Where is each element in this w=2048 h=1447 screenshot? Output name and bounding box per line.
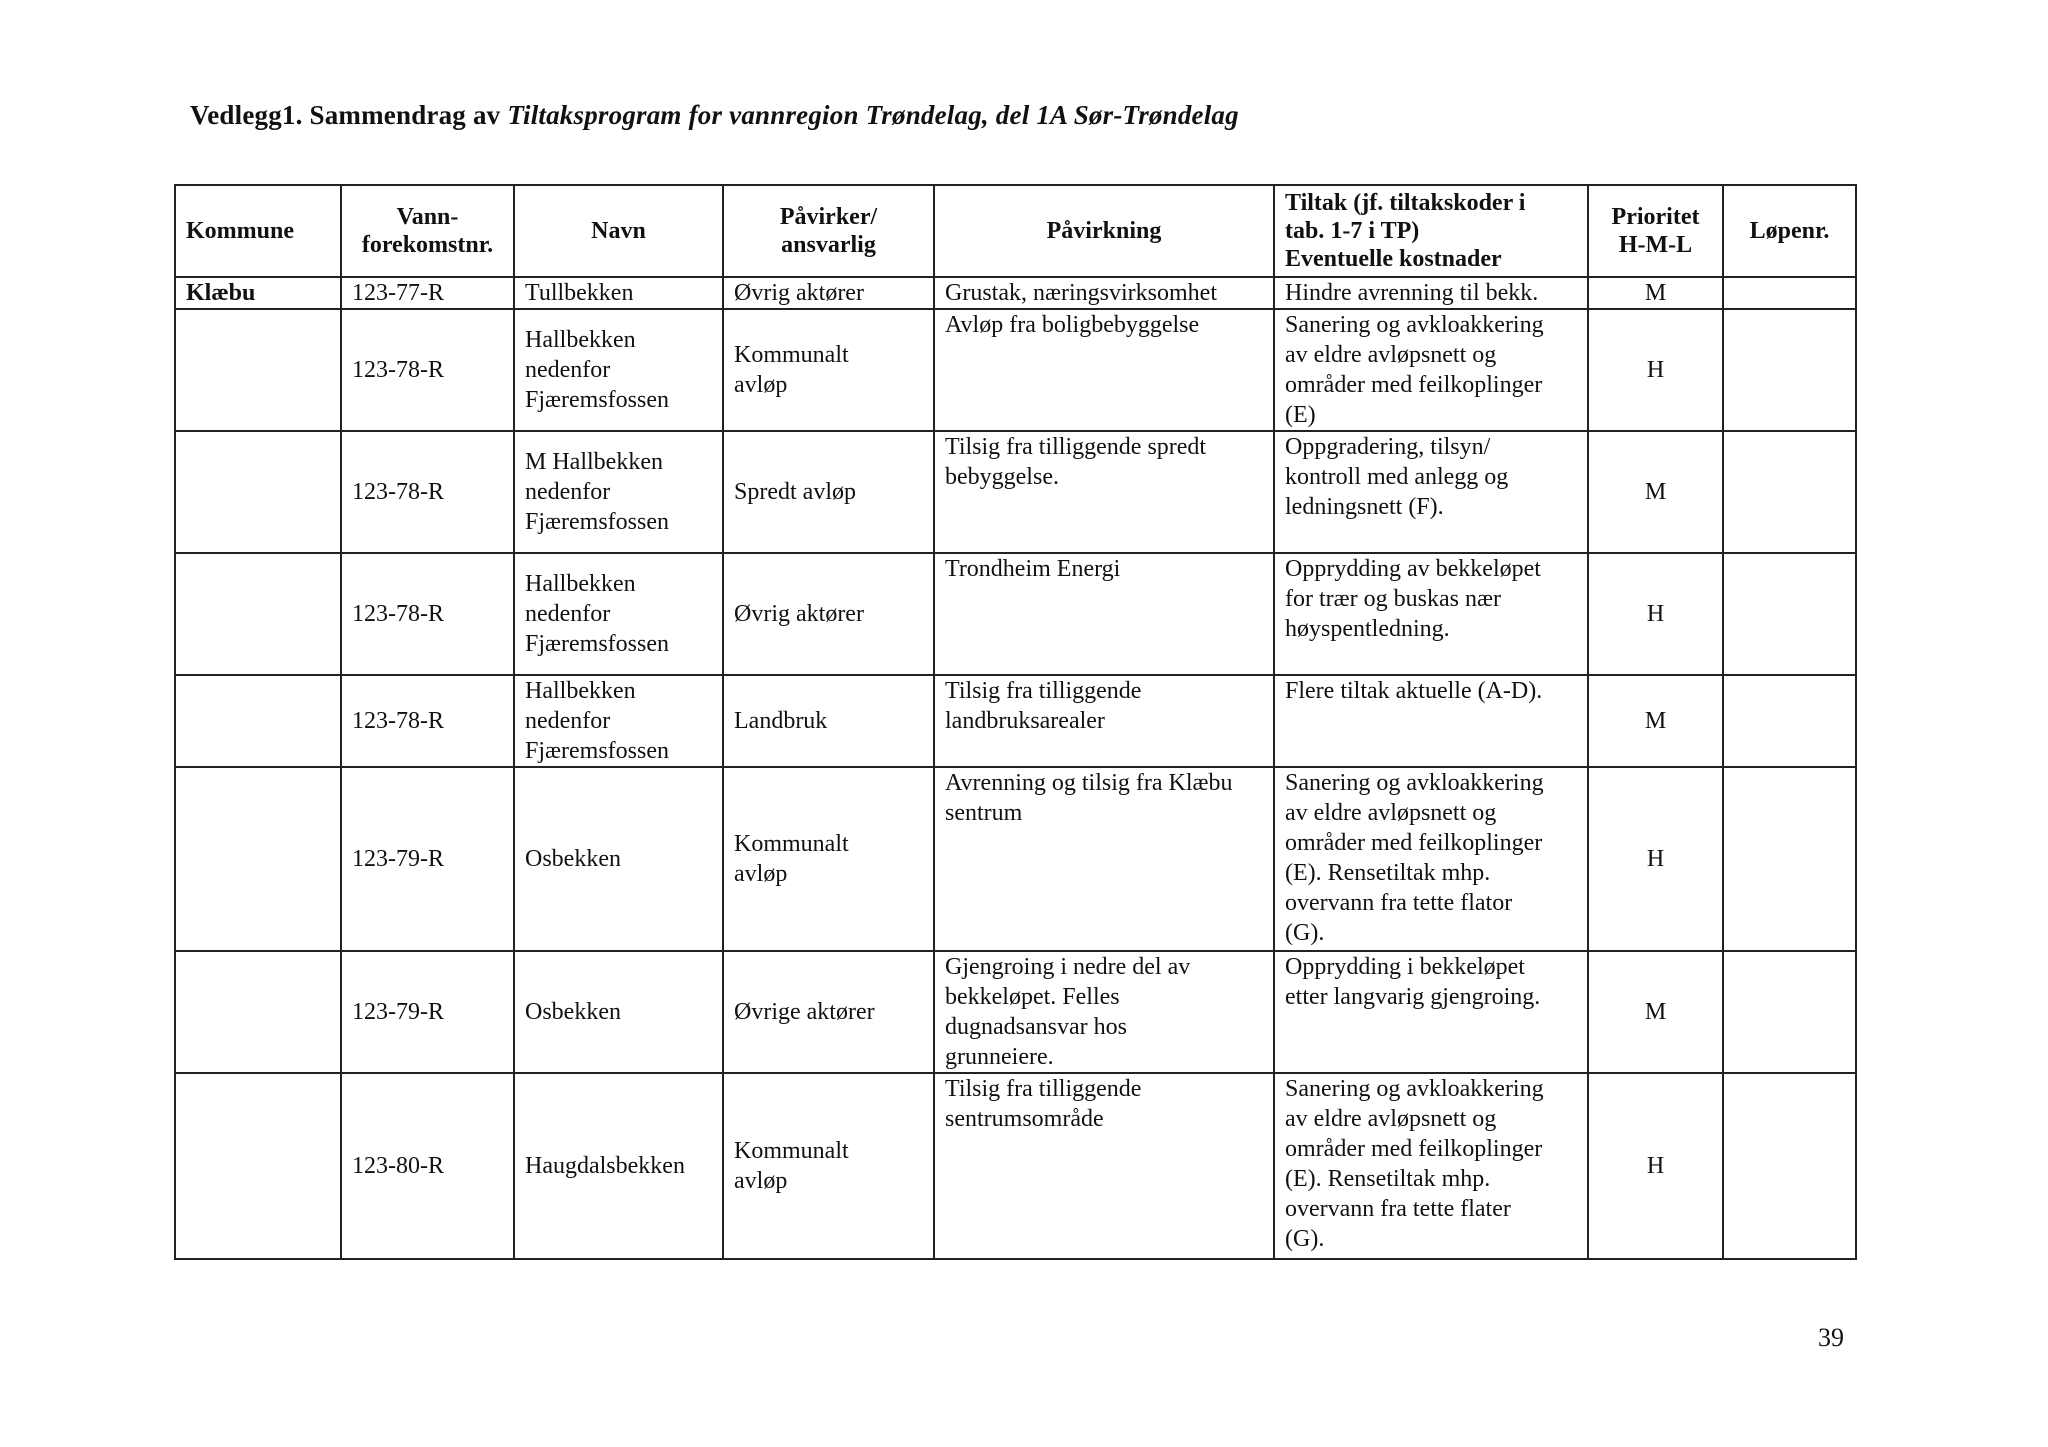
cell-navn-line: Hallbekken <box>525 327 636 353</box>
cell-pavirkning-line: dugnadsansvar hos <box>945 1014 1127 1040</box>
header-vannforekomst-line: Vann- <box>396 204 459 230</box>
cell-pavirkning <box>934 277 1274 309</box>
cell-prioritet-text: H <box>1646 1153 1665 1179</box>
cell-tiltak-line: kontroll med anlegg og <box>1285 464 1509 490</box>
header-pavirkning: Påvirkning <box>934 185 1274 277</box>
cell-tiltak <box>1274 277 1588 309</box>
cell-pavirkning <box>934 767 1274 951</box>
cell-navn <box>514 767 723 951</box>
cell-tiltak-line: Sanering og avkloakkering <box>1285 312 1544 338</box>
header-vannforekomst <box>341 185 514 277</box>
cell-navn <box>514 553 723 675</box>
cell-pavirker-line: Øvrig aktører <box>734 601 864 627</box>
cell-pavirker <box>723 309 934 431</box>
cell-pavirker <box>723 1073 934 1259</box>
table-row <box>175 767 1856 951</box>
cell-prioritet <box>1588 675 1723 767</box>
cell-tiltak <box>1274 951 1588 1073</box>
header-pavirker <box>723 185 934 277</box>
cell-pavirker-line: Øvrige aktører <box>734 999 875 1025</box>
cell-prioritet <box>1588 1073 1723 1259</box>
cell-vannforekomst-text: 123-78-R <box>352 479 444 505</box>
cell-kommune-text: Klæbu <box>186 280 256 306</box>
cell-navn <box>514 675 723 767</box>
cell-prioritet-text: M <box>1644 708 1667 734</box>
cell-pavirker <box>723 767 934 951</box>
cell-tiltak-line: Opprydding av bekkeløpet <box>1285 556 1541 582</box>
cell-tiltak-line: Oppgradering, tilsyn/ <box>1285 434 1491 460</box>
cell-tiltak-line: Hindre avrenning til bekk. <box>1285 280 1539 306</box>
cell-navn-line: Haugdalsbekken <box>525 1153 685 1179</box>
cell-pavirkning-line: Gjengroing i nedre del av <box>945 954 1191 980</box>
cell-kommune <box>175 431 341 553</box>
cell-tiltak-line: Flere tiltak aktuelle (A-D). <box>1285 678 1543 704</box>
cell-vannforekomst-text: 123-78-R <box>352 708 444 734</box>
page-number: 39 <box>1818 1323 1844 1352</box>
cell-prioritet-text: M <box>1644 280 1667 306</box>
header-pavirker-line: Påvirker/ <box>779 204 878 230</box>
cell-pavirker <box>723 951 934 1073</box>
cell-navn-line: nedenfor <box>525 708 611 734</box>
cell-pavirker-line: Spredt avløp <box>734 479 856 505</box>
cell-tiltak <box>1274 431 1588 553</box>
cell-prioritet-text: M <box>1644 479 1667 505</box>
cell-pavirkning-line: Tilsig fra tilliggende <box>945 1076 1142 1102</box>
cell-kommune <box>175 675 341 767</box>
cell-pavirker <box>723 675 934 767</box>
table-row <box>175 431 1856 553</box>
cell-pavirkning-line: landbruksarealer <box>945 708 1105 734</box>
cell-navn-line: Hallbekken <box>525 678 636 704</box>
cell-tiltak-line: etter langvarig gjengroing. <box>1285 984 1541 1010</box>
cell-lopenr <box>1723 309 1856 431</box>
cell-tiltak-line: områder med feilkoplinger <box>1285 1136 1543 1162</box>
header-row <box>175 185 1856 277</box>
cell-pavirkning-line: Avrenning og tilsig fra Klæbu <box>945 770 1233 796</box>
cell-tiltak-line: (G). <box>1285 920 1325 946</box>
title-prefix: Vedlegg1. Sammendrag av <box>190 100 508 130</box>
cell-tiltak-line: (E). Rensetiltak mhp. <box>1285 860 1491 886</box>
cell-lopenr <box>1723 277 1856 309</box>
cell-tiltak-line: for trær og buskas nær <box>1285 586 1501 612</box>
cell-lopenr <box>1723 951 1856 1073</box>
header-tiltak-line: Eventuelle kostnader <box>1285 246 1502 272</box>
header-lopenr: Løpenr. <box>1723 185 1856 277</box>
cell-vannforekomst-text: 123-77-R <box>352 280 444 306</box>
cell-navn-line: Tullbekken <box>525 280 634 306</box>
cell-prioritet <box>1588 277 1723 309</box>
cell-pavirkning-line: Tilsig fra tilliggende spredt <box>945 434 1207 460</box>
cell-vannforekomst <box>341 1073 514 1259</box>
cell-navn-line: nedenfor <box>525 601 611 627</box>
cell-kommune <box>175 951 341 1073</box>
cell-pavirkning <box>934 675 1274 767</box>
cell-pavirkning <box>934 431 1274 553</box>
cell-pavirker-line: Øvrig aktører <box>734 280 864 306</box>
cell-vannforekomst-text: 123-79-R <box>352 846 444 872</box>
cell-tiltak <box>1274 309 1588 431</box>
cell-navn-line: Fjæremsfossen <box>525 738 669 764</box>
cell-tiltak-line: av eldre avløpsnett og <box>1285 800 1497 826</box>
cell-pavirker-line: avløp <box>734 372 788 398</box>
header-tiltak-line: tab. 1-7 i TP) <box>1285 218 1420 244</box>
cell-pavirker-line: Kommunalt <box>734 831 849 857</box>
cell-vannforekomst <box>341 675 514 767</box>
cell-pavirkning-line: bekkeløpet. Felles <box>945 984 1120 1010</box>
table-row <box>175 309 1856 431</box>
cell-pavirker-line: avløp <box>734 1168 788 1194</box>
cell-navn-line: Fjæremsfossen <box>525 631 669 657</box>
cell-vannforekomst-text: 123-78-R <box>352 601 444 627</box>
cell-tiltak <box>1274 767 1588 951</box>
cell-navn <box>514 951 723 1073</box>
table-row <box>175 553 1856 675</box>
header-kommune: Kommune <box>175 185 341 277</box>
cell-prioritet <box>1588 767 1723 951</box>
cell-pavirkning-line: bebyggelse. <box>945 464 1059 490</box>
cell-pavirker-line: Kommunalt <box>734 1138 849 1164</box>
cell-navn-line: Osbekken <box>525 846 621 872</box>
cell-tiltak <box>1274 675 1588 767</box>
cell-pavirkning-line: Trondheim Energi <box>945 556 1121 582</box>
cell-pavirker-line: avløp <box>734 861 788 887</box>
cell-navn-line: M Hallbekken <box>525 449 663 475</box>
cell-prioritet-text: H <box>1646 846 1665 872</box>
table-row <box>175 1073 1856 1259</box>
cell-navn-line: nedenfor <box>525 357 611 383</box>
cell-prioritet <box>1588 309 1723 431</box>
cell-vannforekomst-text: 123-78-R <box>352 357 444 383</box>
document-title <box>190 100 1239 131</box>
cell-prioritet-text: H <box>1646 601 1665 627</box>
cell-pavirkning-line: grunneiere. <box>945 1044 1054 1070</box>
cell-tiltak-line: Opprydding i bekkeløpet <box>1285 954 1525 980</box>
cell-pavirkning-line: sentrumsområde <box>945 1106 1104 1132</box>
cell-tiltak-line: (E). Rensetiltak mhp. <box>1285 1166 1491 1192</box>
header-tiltak <box>1274 185 1588 277</box>
header-prioritet-line: H-M-L <box>1618 232 1693 258</box>
cell-kommune <box>175 309 341 431</box>
cell-lopenr <box>1723 431 1856 553</box>
cell-navn <box>514 309 723 431</box>
cell-tiltak-line: høyspentledning. <box>1285 616 1450 642</box>
cell-navn-line: Fjæremsfossen <box>525 387 669 413</box>
cell-navn-line: nedenfor <box>525 479 611 505</box>
cell-pavirker-line: Landbruk <box>734 708 828 734</box>
cell-lopenr <box>1723 553 1856 675</box>
cell-tiltak-line: Sanering og avkloakkering <box>1285 1076 1544 1102</box>
cell-pavirker <box>723 431 934 553</box>
cell-kommune <box>175 553 341 675</box>
cell-tiltak-line: av eldre avløpsnett og <box>1285 1106 1497 1132</box>
cell-pavirker <box>723 553 934 675</box>
header-tiltak-line: Tiltak (jf. tiltakskoder i <box>1285 190 1526 216</box>
cell-navn <box>514 431 723 553</box>
cell-prioritet-text: H <box>1646 357 1665 383</box>
cell-prioritet-text: M <box>1644 999 1667 1025</box>
header-navn: Navn <box>514 185 723 277</box>
cell-lopenr <box>1723 1073 1856 1259</box>
cell-tiltak-line: områder med feilkoplinger <box>1285 372 1543 398</box>
table-row <box>175 951 1856 1073</box>
header-prioritet-line: Prioritet <box>1611 204 1700 230</box>
cell-navn-line: Osbekken <box>525 999 621 1025</box>
cell-pavirkning-line: Tilsig fra tilliggende <box>945 678 1142 704</box>
cell-navn-line: Fjæremsfossen <box>525 509 669 535</box>
cell-lopenr <box>1723 767 1856 951</box>
cell-tiltak-line: ledningsnett (F). <box>1285 494 1444 520</box>
cell-tiltak <box>1274 553 1588 675</box>
cell-pavirker <box>723 277 934 309</box>
cell-vannforekomst-text: 123-80-R <box>352 1153 444 1179</box>
cell-pavirkning <box>934 951 1274 1073</box>
cell-pavirkning-line: Avløp fra boligbebyggelse <box>945 312 1200 338</box>
table-body <box>175 277 1856 1259</box>
cell-tiltak-line: overvann fra tette flator <box>1285 890 1513 916</box>
cell-vannforekomst <box>341 431 514 553</box>
cell-kommune <box>175 1073 341 1259</box>
cell-prioritet <box>1588 951 1723 1073</box>
cell-vannforekomst <box>341 553 514 675</box>
cell-pavirkning-line: sentrum <box>945 800 1023 826</box>
cell-pavirkning <box>934 553 1274 675</box>
cell-pavirkning-line: Grustak, næringsvirksomhet <box>945 280 1217 306</box>
cell-vannforekomst <box>341 767 514 951</box>
cell-vannforekomst <box>341 951 514 1073</box>
cell-tiltak-line: overvann fra tette flater <box>1285 1196 1511 1222</box>
table-row <box>175 277 1856 309</box>
measures-table <box>174 184 1857 1260</box>
cell-tiltak-line: av eldre avløpsnett og <box>1285 342 1497 368</box>
cell-vannforekomst-text: 123-79-R <box>352 999 444 1025</box>
title-italic: Tiltaksprogram for vannregion Trøndelag, del 1A Sør-Trøndelag <box>507 100 1239 130</box>
cell-tiltak-line: områder med feilkoplinger <box>1285 830 1543 856</box>
cell-kommune <box>175 767 341 951</box>
cell-tiltak-line: (G). <box>1285 1226 1325 1252</box>
table-row <box>175 675 1856 767</box>
cell-pavirkning <box>934 309 1274 431</box>
cell-tiltak-line: (E) <box>1285 402 1316 428</box>
header-prioritet <box>1588 185 1723 277</box>
header-vannforekomst-line: forekomstnr. <box>361 232 494 258</box>
cell-navn-line: Hallbekken <box>525 571 636 597</box>
cell-pavirkning <box>934 1073 1274 1259</box>
header-pavirker-line: ansvarlig <box>781 232 876 258</box>
cell-kommune <box>175 277 341 309</box>
cell-navn <box>514 277 723 309</box>
cell-pavirker-line: Kommunalt <box>734 342 849 368</box>
cell-navn <box>514 1073 723 1259</box>
cell-prioritet <box>1588 553 1723 675</box>
cell-tiltak <box>1274 1073 1588 1259</box>
cell-prioritet <box>1588 431 1723 553</box>
cell-lopenr <box>1723 675 1856 767</box>
cell-vannforekomst <box>341 277 514 309</box>
cell-vannforekomst <box>341 309 514 431</box>
cell-tiltak-line: Sanering og avkloakkering <box>1285 770 1544 796</box>
